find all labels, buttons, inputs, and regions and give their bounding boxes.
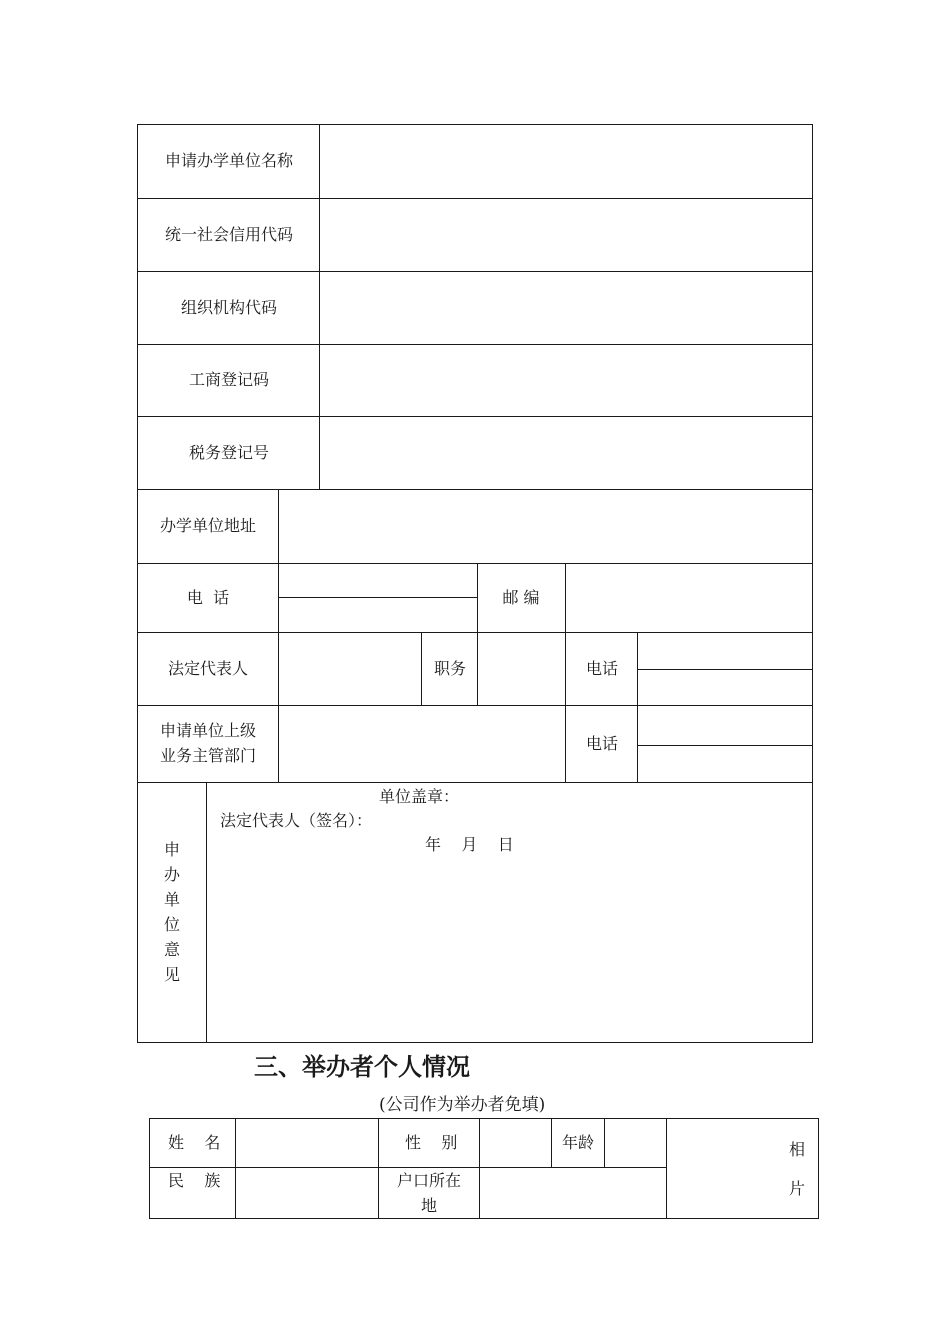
name-field[interactable] bbox=[236, 1119, 378, 1167]
label-legal-rep: 法定代表人 bbox=[167, 659, 249, 678]
label-business-reg: 工商登记码 bbox=[188, 370, 270, 389]
label-photo-1: 相 bbox=[789, 1140, 806, 1159]
opinion-char-2: 办 bbox=[163, 865, 181, 884]
ethnicity-field[interactable] bbox=[236, 1168, 378, 1218]
legal-rep-field[interactable] bbox=[279, 633, 421, 705]
label-name: 姓 名 bbox=[168, 1133, 221, 1152]
org-code-field[interactable] bbox=[320, 272, 812, 344]
superior-phone-field-1[interactable] bbox=[638, 706, 812, 745]
label-postcode: 邮 编 bbox=[502, 588, 540, 607]
label-hukou-line2: 地 bbox=[421, 1196, 438, 1215]
credit-code-field[interactable] bbox=[320, 199, 812, 271]
hukou-field[interactable] bbox=[480, 1168, 666, 1218]
label-phone-3: 电话 bbox=[585, 734, 619, 753]
section-title: 三、举办者个人情况 bbox=[254, 1052, 470, 1081]
superior-phone-field-2[interactable] bbox=[638, 746, 812, 782]
label-credit-code: 统一社会信用代码 bbox=[164, 225, 294, 244]
seal-label: 单位盖章： bbox=[379, 787, 460, 806]
date-label: 年 月 日 bbox=[425, 835, 514, 854]
label-hukou-line1: 户口所在 bbox=[397, 1171, 462, 1190]
label-ethnicity: 民 族 bbox=[168, 1171, 221, 1190]
age-field[interactable] bbox=[605, 1119, 666, 1167]
label-address: 办学单位地址 bbox=[159, 516, 257, 535]
label-photo-2: 片 bbox=[789, 1179, 806, 1198]
label-tax-reg: 税务登记号 bbox=[188, 443, 270, 462]
phone-field-1[interactable] bbox=[279, 564, 477, 597]
phone-field-2[interactable] bbox=[279, 598, 477, 632]
opinion-char-6: 见 bbox=[163, 965, 181, 984]
address-field[interactable] bbox=[279, 490, 812, 563]
legal-rep-phone-field-1[interactable] bbox=[638, 633, 812, 669]
org-name-field[interactable] bbox=[320, 125, 812, 198]
opinion-char-3: 单 bbox=[163, 890, 181, 909]
opinion-char-4: 位 bbox=[163, 915, 181, 934]
tax-reg-field[interactable] bbox=[320, 417, 812, 489]
label-org-name: 申请办学单位名称 bbox=[164, 151, 294, 170]
label-superior-line2: 业务主管部门 bbox=[160, 746, 257, 765]
signature-label: 法定代表人（签名）： bbox=[220, 811, 373, 830]
label-org-code: 组织机构代码 bbox=[180, 298, 278, 317]
label-age: 年龄 bbox=[562, 1133, 595, 1152]
position-field[interactable] bbox=[478, 633, 565, 705]
opinion-field[interactable] bbox=[207, 860, 812, 1042]
business-reg-field[interactable] bbox=[320, 345, 812, 416]
legal-rep-phone-field-2[interactable] bbox=[638, 670, 812, 705]
superior-dept-field[interactable] bbox=[279, 706, 565, 782]
label-phone: 电 话 bbox=[186, 588, 230, 607]
photo-area[interactable] bbox=[667, 1119, 818, 1218]
opinion-char-1: 申 bbox=[163, 840, 181, 859]
label-phone-2: 电话 bbox=[585, 659, 619, 678]
opinion-char-5: 意 bbox=[163, 940, 181, 959]
label-superior-line1: 申请单位上级 bbox=[160, 721, 257, 740]
section-note: (公司作为举办者免填) bbox=[379, 1095, 546, 1115]
postcode-field[interactable] bbox=[566, 564, 812, 632]
label-gender: 性 别 bbox=[405, 1133, 458, 1152]
gender-field[interactable] bbox=[480, 1119, 551, 1167]
label-position: 职务 bbox=[433, 659, 467, 678]
